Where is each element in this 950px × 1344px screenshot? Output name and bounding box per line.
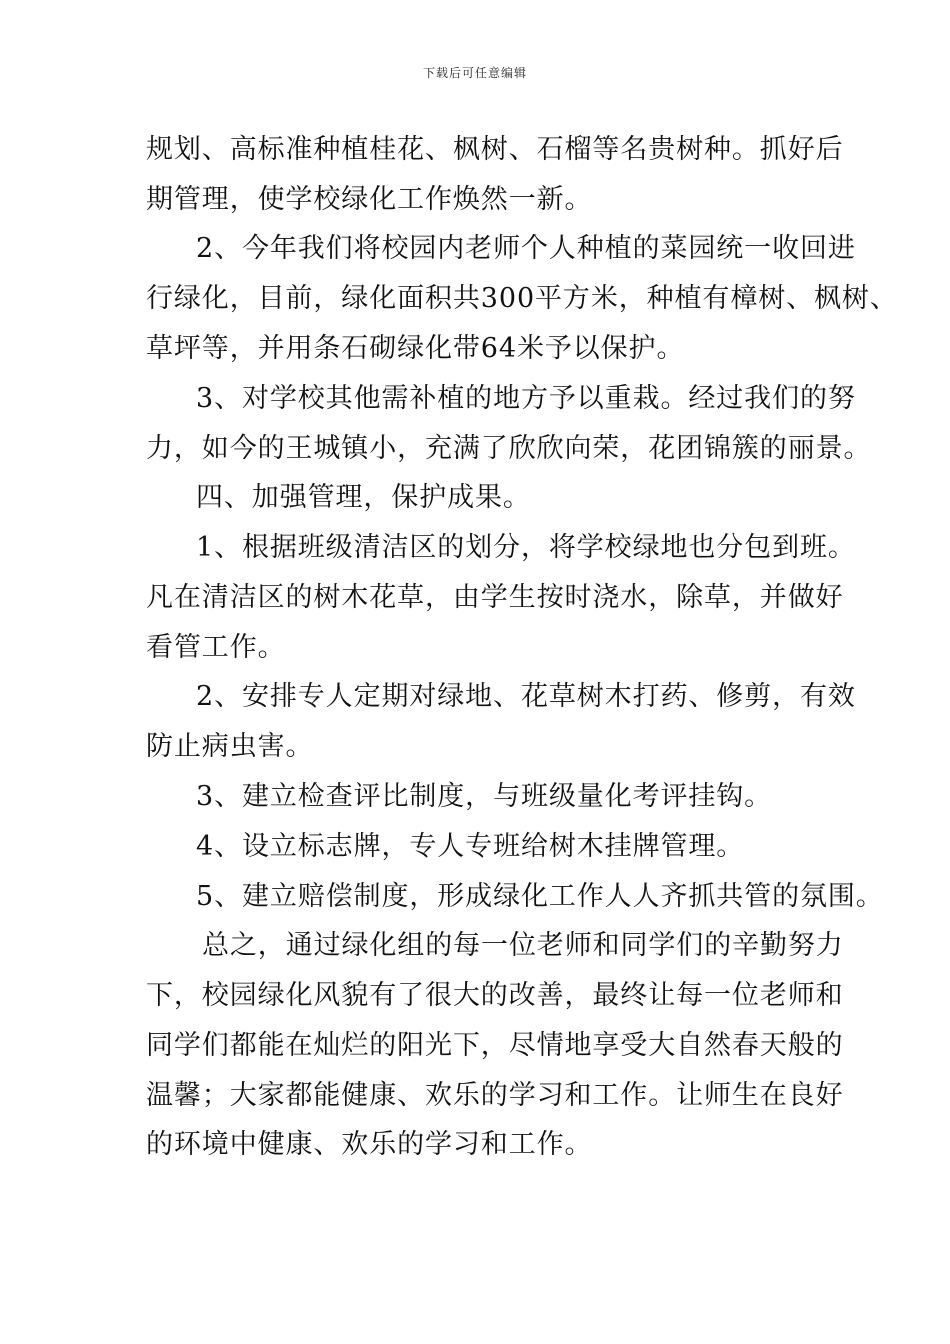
text-line: 草坪等，并用条石砌绿化带64米予以保护。 [146,333,685,364]
text-line: 温馨；大家都能健康、欢乐的学习和工作。让师生在良好 [146,1080,844,1111]
paragraph-start: 3、建立检查评比制度，与班级量化考评挂钩。 [196,781,773,812]
page-header: 下载后可任意编辑 [422,66,527,80]
text-line: 的环境中健康、欢乐的学习和工作。 [146,1129,593,1160]
text-line: 凡在清洁区的树木花草，由学生按时浇水，除草，并做好 [146,582,844,613]
paragraph-start: 2、今年我们将校园内老师个人种植的菜园统一收回进 [196,233,856,264]
section-heading: 四、加强管理，保护成果。 [196,482,531,513]
paragraph-start: 5、建立赔偿制度，形成绿化工作人人齐抓共管的氛围。 [196,881,884,912]
text-line: 看管工作。 [146,632,286,663]
text-line: 防止病虫害。 [146,731,314,762]
text-line: 力，如今的王城镇小，充满了欣欣向荣，花团锦簇的丽景。 [146,433,872,464]
paragraph-start: 4、设立标志牌，专人专班给树木挂牌管理。 [196,831,745,862]
paragraph-start: 总之，通过绿化组的每一位老师和同学们的辛勤努力 [202,930,844,961]
paragraph-start: 2、安排专人定期对绿地、花草树木打药、修剪，有效 [196,681,856,712]
text-line: 期管理，使学校绿化工作焕然一新。 [146,184,593,215]
text-line: 同学们都能在灿烂的阳光下，尽情地享受大自然春天般的 [146,1030,844,1061]
text-line: 下，校园绿化风貌有了很大的改善，最终让每一位老师和 [146,980,844,1011]
paragraph-start: 1、根据班级清洁区的划分，将学校绿地也分包到班。 [196,532,856,563]
text-line: 行绿化，目前，绿化面积共300平方米，种植有樟树、枫树、 [146,283,898,314]
text-line: 规划、高标准种植桂花、枫树、石榴等名贵树种。抓好后 [146,134,844,165]
paragraph-start: 3、对学校其他需补植的地方予以重栽。经过我们的努 [196,383,856,414]
